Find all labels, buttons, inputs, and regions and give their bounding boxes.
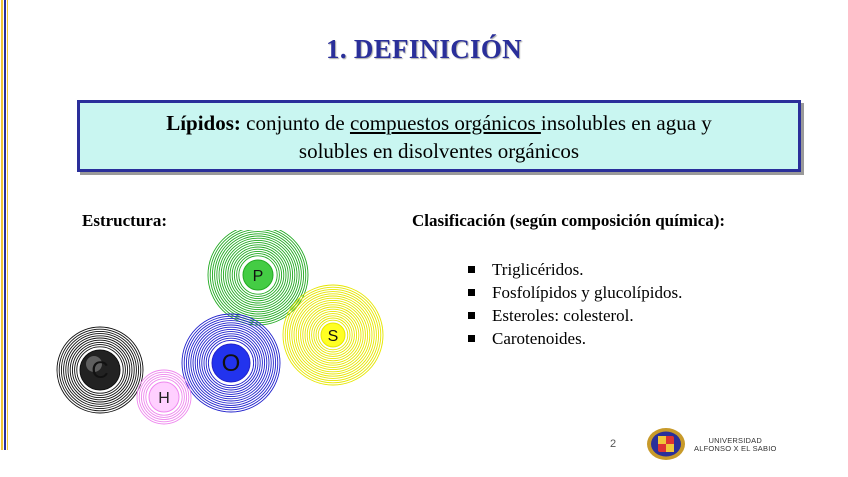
- definition-term: Lípidos:: [166, 111, 241, 135]
- atom-symbol: S: [327, 328, 339, 345]
- atom-symbol: P: [252, 268, 264, 285]
- classification-list: [468, 258, 682, 350]
- slide-edge-decoration: [0, 0, 12, 450]
- list-item: Esteroles: colesterol.: [468, 304, 682, 327]
- atom-o: [182, 314, 280, 412]
- structure-label: Estructura:: [82, 211, 167, 230]
- definition-text-after: insolubles en agua y: [540, 111, 712, 135]
- definition-line-2: solubles en disolventes orgánicos: [298, 139, 580, 163]
- definition-line-1: [80, 109, 798, 137]
- bullet-icon: [468, 266, 475, 273]
- atom-h: [137, 370, 191, 424]
- bullet-icon: [468, 289, 475, 296]
- bullet-icon: [468, 335, 475, 342]
- atom-symbol: O: [221, 350, 241, 377]
- definition-text-before: conjunto de: [240, 111, 350, 135]
- list-item: Carotenoides.: [468, 327, 682, 350]
- list-item: Triglicéridos.: [468, 258, 682, 281]
- atom-symbol: H: [158, 390, 170, 407]
- atom-c: [57, 327, 143, 413]
- definition-box: [77, 100, 801, 172]
- atoms-illustration: [50, 230, 390, 430]
- atom-p: [208, 230, 308, 325]
- definition-underlined: compuestos orgánicos: [349, 111, 541, 135]
- university-logo-text: UNIVERSIDAD ALFONSO X EL SABIO: [694, 436, 777, 453]
- atom-symbol: C: [91, 357, 109, 384]
- bullet-icon: [468, 312, 475, 319]
- list-item: Fosfolípidos y glucolípidos.: [468, 281, 682, 304]
- page-number: 2: [610, 438, 617, 450]
- slide-title: 1. DEFINICIÓN: [326, 34, 522, 64]
- atom-s: [283, 285, 383, 385]
- classification-label: Clasificación (según composición química):: [412, 211, 726, 230]
- university-seal-icon: [646, 427, 686, 461]
